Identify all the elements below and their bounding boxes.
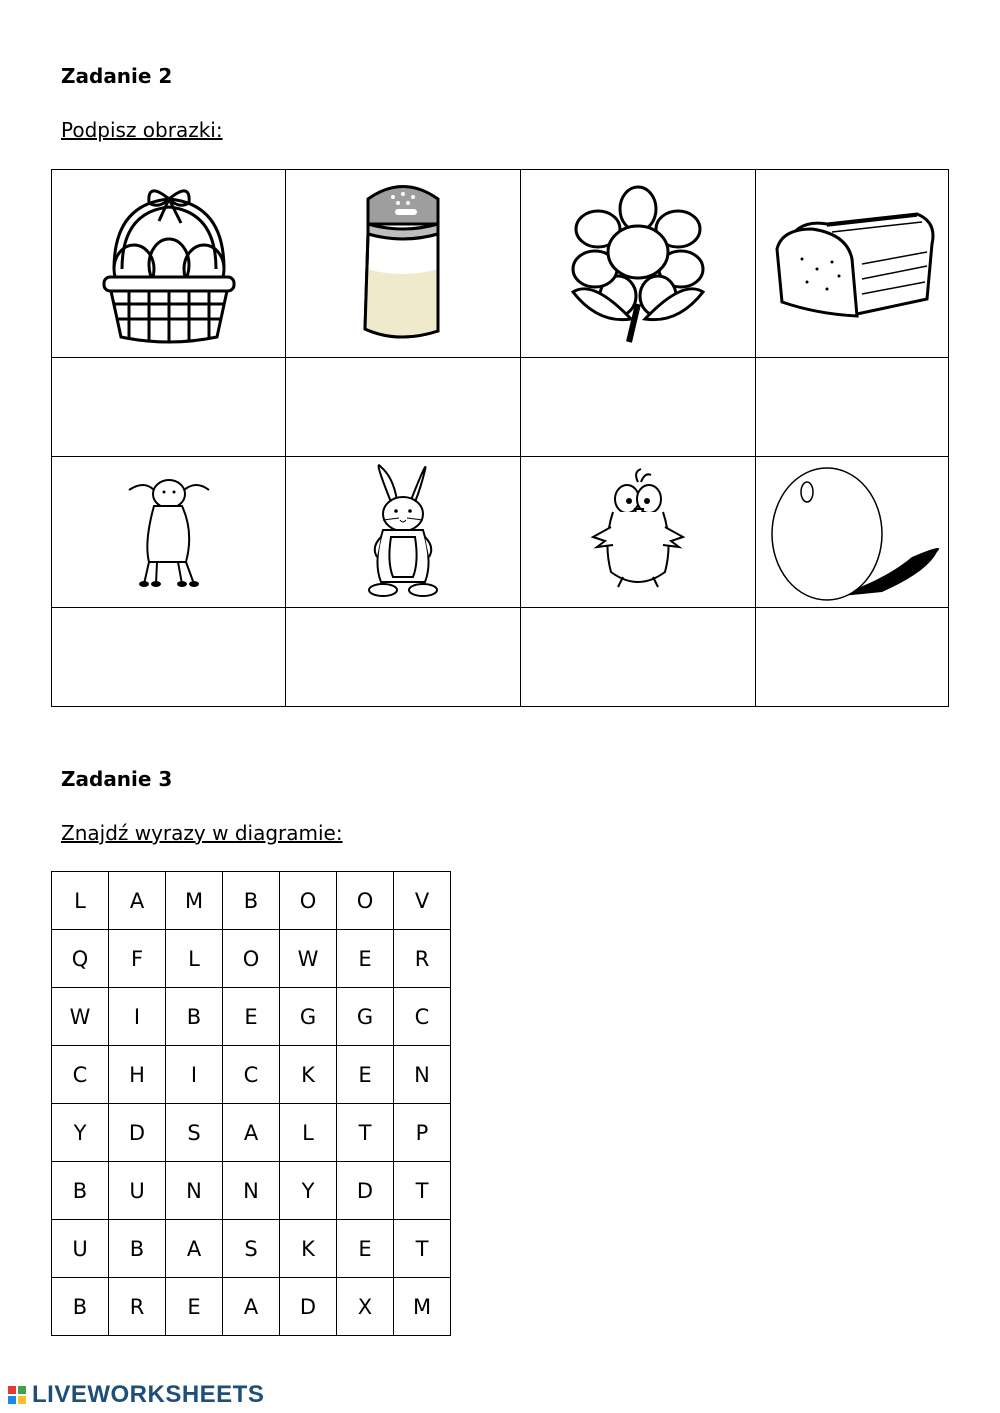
grid-cell[interactable]: D xyxy=(280,1278,337,1336)
basket-icon xyxy=(89,179,249,349)
grid-cell[interactable]: H xyxy=(109,1046,166,1104)
answer-cell[interactable] xyxy=(52,358,286,457)
grid-cell[interactable]: O xyxy=(337,872,394,930)
grid-cell[interactable]: B xyxy=(52,1278,109,1336)
grid-cell[interactable]: U xyxy=(109,1162,166,1220)
grid-cell[interactable]: S xyxy=(223,1220,280,1278)
grid-cell[interactable]: N xyxy=(394,1046,451,1104)
salt-shaker-icon xyxy=(353,179,453,349)
word-search-grid xyxy=(51,871,451,1336)
grid-cell[interactable]: O xyxy=(223,930,280,988)
grid-row xyxy=(52,1046,451,1104)
grid-cell[interactable]: G xyxy=(280,988,337,1046)
grid-cell[interactable]: L xyxy=(52,872,109,930)
flower-icon xyxy=(563,184,713,344)
grid-row xyxy=(52,930,451,988)
grid-cell[interactable]: L xyxy=(280,1104,337,1162)
grid-cell[interactable]: B xyxy=(223,872,280,930)
grid-cell[interactable]: U xyxy=(52,1220,109,1278)
logo-block xyxy=(8,1386,16,1394)
picture-cell xyxy=(286,457,521,608)
grid-cell[interactable]: C xyxy=(394,988,451,1046)
grid-cell[interactable]: T xyxy=(337,1104,394,1162)
task2-heading: Zadanie 2 xyxy=(61,64,173,88)
picture-cell xyxy=(756,457,949,608)
grid-cell[interactable]: C xyxy=(223,1046,280,1104)
chick-icon xyxy=(583,467,693,597)
logo-blocks-icon xyxy=(8,1386,26,1404)
grid-cell[interactable]: E xyxy=(337,1220,394,1278)
egg-icon xyxy=(762,462,942,602)
grid-row xyxy=(52,872,451,930)
picture-row-1 xyxy=(52,170,949,358)
logo-block xyxy=(18,1386,26,1394)
footer-logo xyxy=(8,1381,264,1409)
picture-cell xyxy=(52,457,286,608)
bunny-icon xyxy=(353,462,453,602)
grid-cell[interactable]: Y xyxy=(52,1104,109,1162)
grid-cell[interactable]: L xyxy=(166,930,223,988)
grid-cell[interactable]: A xyxy=(166,1220,223,1278)
grid-row xyxy=(52,1162,451,1220)
grid-cell[interactable]: B xyxy=(109,1220,166,1278)
answer-cell[interactable] xyxy=(756,608,949,707)
grid-cell[interactable]: A xyxy=(223,1104,280,1162)
grid-cell[interactable]: I xyxy=(166,1046,223,1104)
grid-cell[interactable]: B xyxy=(166,988,223,1046)
grid-cell[interactable]: S xyxy=(166,1104,223,1162)
grid-cell[interactable]: O xyxy=(280,872,337,930)
answer-cell[interactable] xyxy=(52,608,286,707)
grid-cell[interactable]: D xyxy=(109,1104,166,1162)
picture-cell xyxy=(52,170,286,358)
grid-cell[interactable]: I xyxy=(109,988,166,1046)
bread-icon xyxy=(767,204,937,324)
logo-block xyxy=(18,1396,26,1404)
picture-table xyxy=(51,169,949,707)
grid-cell[interactable]: X xyxy=(337,1278,394,1336)
grid-cell[interactable]: Y xyxy=(280,1162,337,1220)
brand-name: LIVEWORKSHEETS xyxy=(32,1381,265,1408)
grid-row xyxy=(52,1278,451,1336)
grid-row xyxy=(52,988,451,1046)
answer-cell[interactable] xyxy=(286,608,521,707)
answer-row-2 xyxy=(52,608,949,707)
grid-cell[interactable]: C xyxy=(52,1046,109,1104)
grid-cell[interactable]: P xyxy=(394,1104,451,1162)
grid-cell[interactable]: K xyxy=(280,1220,337,1278)
grid-cell[interactable]: G xyxy=(337,988,394,1046)
answer-cell[interactable] xyxy=(521,358,756,457)
grid-cell[interactable]: M xyxy=(394,1278,451,1336)
task3-heading: Zadanie 3 xyxy=(61,767,173,791)
grid-cell[interactable]: R xyxy=(109,1278,166,1336)
picture-cell xyxy=(521,457,756,608)
grid-cell[interactable]: R xyxy=(394,930,451,988)
picture-row-2 xyxy=(52,457,949,608)
picture-cell xyxy=(521,170,756,358)
grid-cell[interactable]: T xyxy=(394,1162,451,1220)
grid-cell[interactable]: W xyxy=(280,930,337,988)
grid-cell[interactable]: N xyxy=(166,1162,223,1220)
answer-cell[interactable] xyxy=(286,358,521,457)
grid-cell[interactable]: B xyxy=(52,1162,109,1220)
picture-cell xyxy=(756,170,949,358)
grid-cell[interactable]: E xyxy=(337,930,394,988)
grid-cell[interactable]: M xyxy=(166,872,223,930)
grid-cell[interactable]: N xyxy=(223,1162,280,1220)
grid-cell[interactable]: A xyxy=(223,1278,280,1336)
grid-cell[interactable]: E xyxy=(166,1278,223,1336)
grid-cell[interactable]: A xyxy=(109,872,166,930)
grid-row xyxy=(52,1104,451,1162)
grid-cell[interactable]: Q xyxy=(52,930,109,988)
grid-cell[interactable]: E xyxy=(337,1046,394,1104)
grid-cell[interactable]: T xyxy=(394,1220,451,1278)
picture-cell xyxy=(286,170,521,358)
task3-instruction: Znajdź wyrazy w diagramie: xyxy=(61,821,343,845)
grid-cell[interactable]: F xyxy=(109,930,166,988)
answer-cell[interactable] xyxy=(521,608,756,707)
answer-row-1 xyxy=(52,358,949,457)
task2-instruction: Podpisz obrazki: xyxy=(61,118,223,142)
lamb-icon xyxy=(124,472,214,592)
logo-block xyxy=(8,1396,16,1404)
grid-cell[interactable]: W xyxy=(52,988,109,1046)
answer-cell[interactable] xyxy=(756,358,949,457)
grid-cell[interactable]: E xyxy=(223,988,280,1046)
grid-cell[interactable]: V xyxy=(394,872,451,930)
grid-row xyxy=(52,1220,451,1278)
grid-cell[interactable]: D xyxy=(337,1162,394,1220)
grid-cell[interactable]: K xyxy=(280,1046,337,1104)
